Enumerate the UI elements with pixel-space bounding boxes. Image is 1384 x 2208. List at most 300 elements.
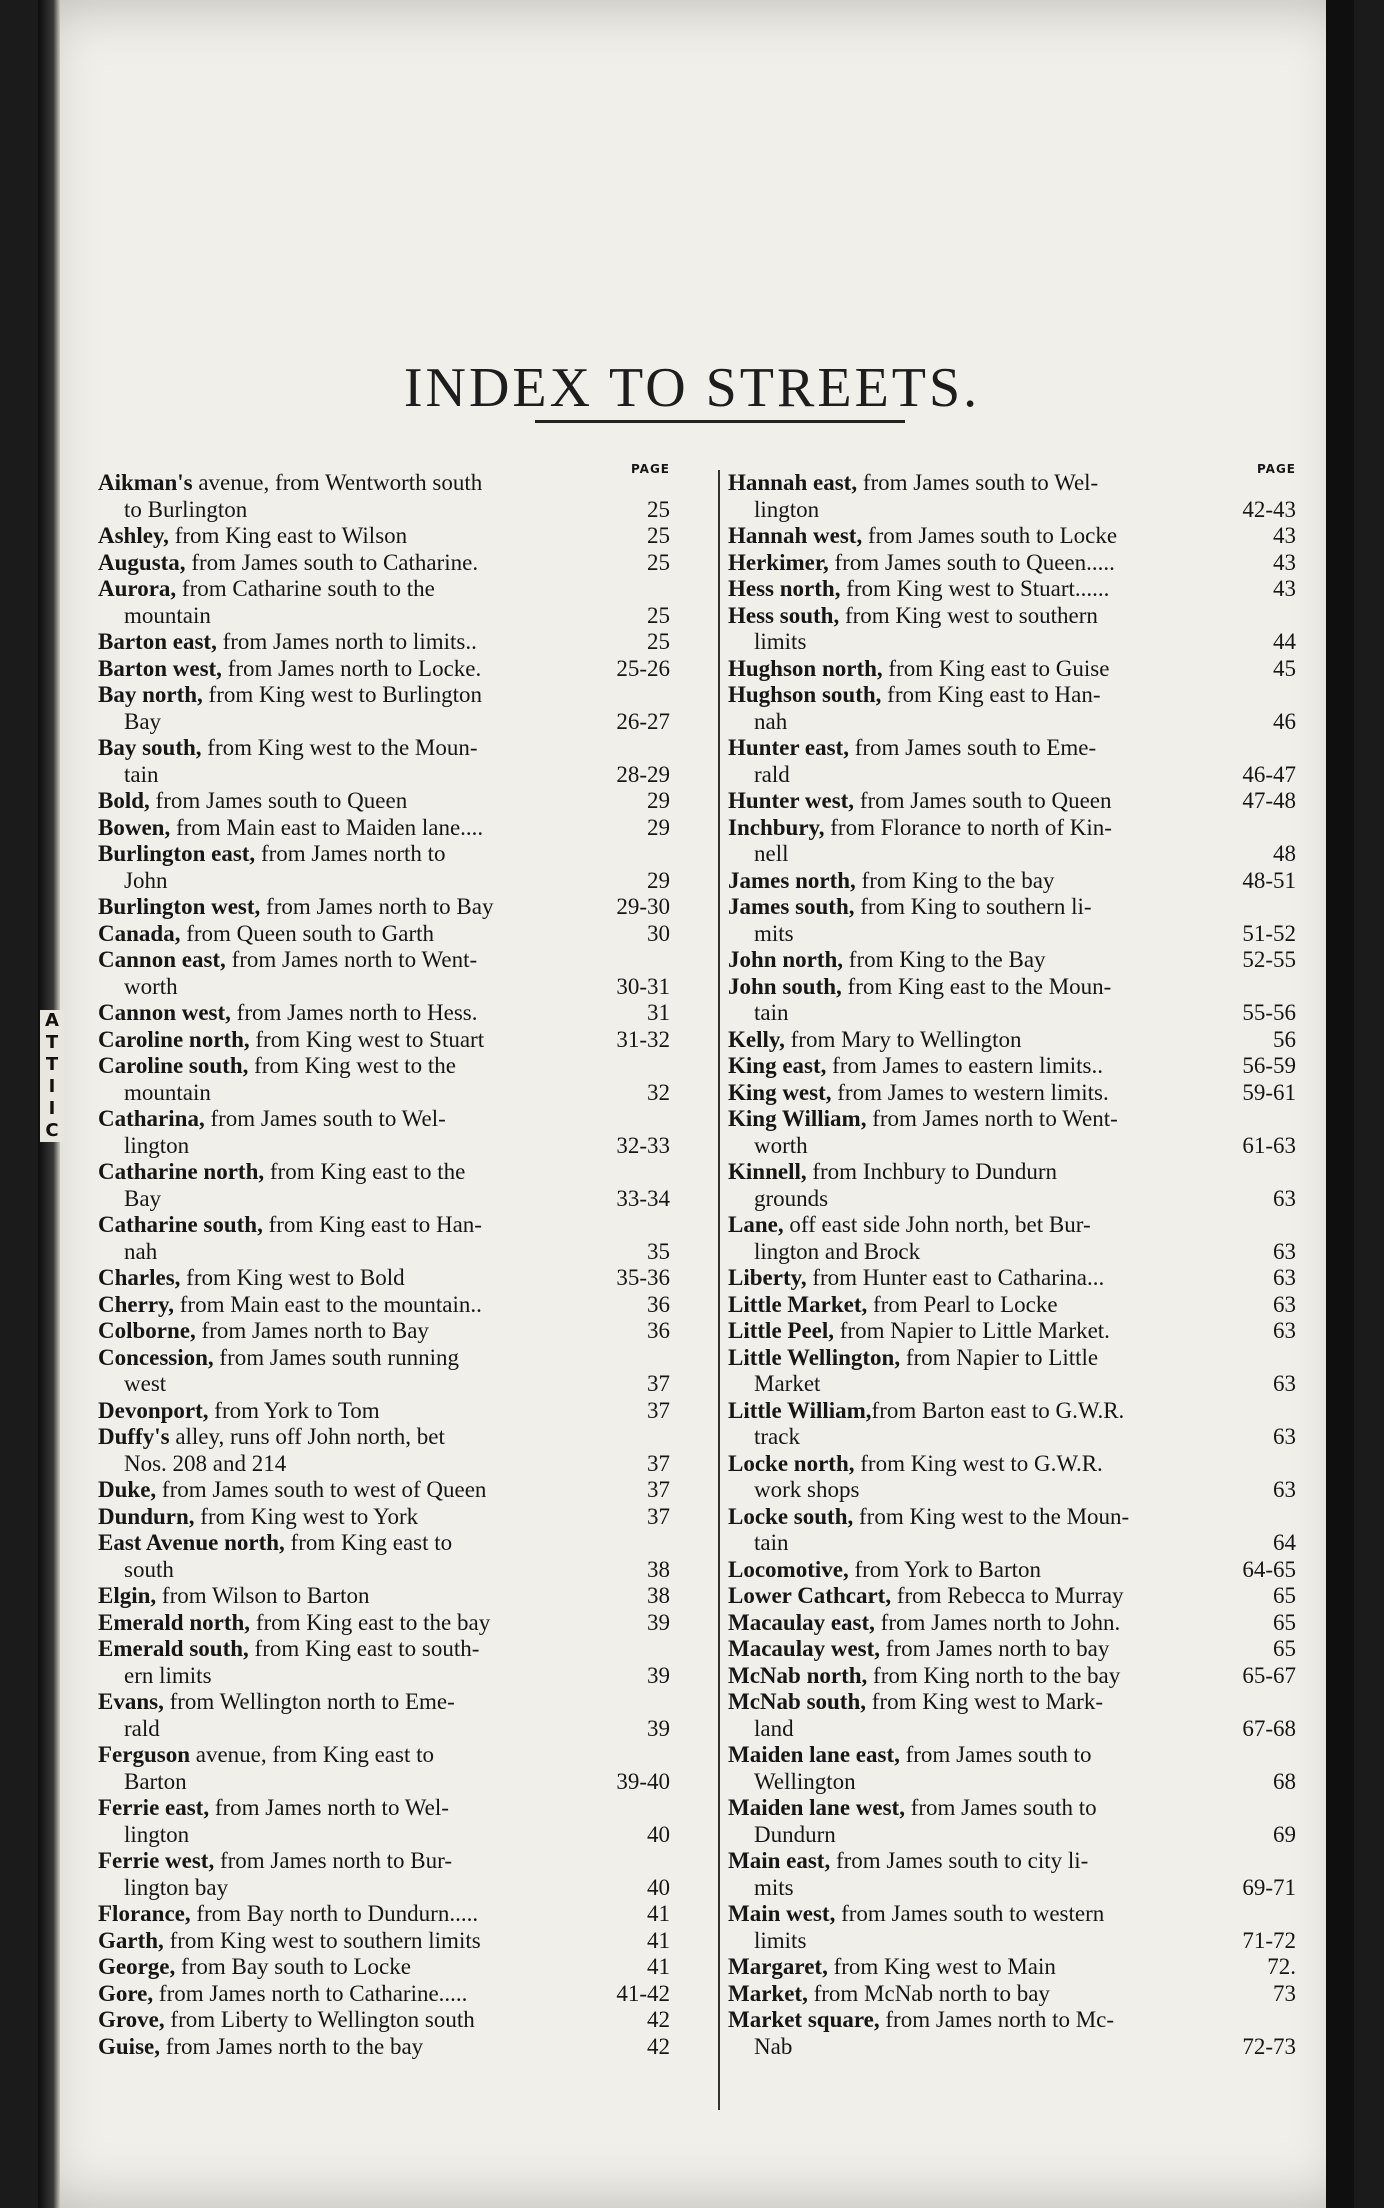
street-name: Dundurn, [98,1503,195,1529]
street-name: Augusta, [98,549,186,575]
entry-text [728,947,1226,974]
street-name: Barton west, [98,655,222,681]
street-description: from James south to Wel- [204,1106,446,1131]
page-number: 46-47 [1242,761,1296,787]
page-number: 73 [1273,1980,1296,2006]
street-description-continued: mits [754,1874,794,1900]
entry-text [728,1636,1226,1663]
index-entry [728,656,1296,683]
street-description-continued: Wellington [754,1768,856,1794]
index-entry [728,1265,1296,1292]
entry-text [98,523,600,550]
street-description: from James north to bay [880,1636,1110,1661]
entry-text [98,1292,600,1319]
street-description: from King west to Bold [180,1265,405,1290]
street-name: Kinnell, [728,1159,807,1184]
page-number: 43 [1273,576,1296,601]
entry-text [98,1583,600,1610]
street-description: from King north to the bay [867,1662,1121,1688]
street-description: from King west to the Moun- [201,735,478,760]
index-entry [728,1053,1296,1080]
street-description: from King west to Mark- [866,1689,1104,1714]
entry-text [728,1451,1226,1504]
street-name: McNab south, [728,1689,867,1714]
page-number: 25 [647,602,670,628]
page-number: 37 [647,1503,670,1529]
street-description: from James south to west of Queen [156,1477,487,1502]
page-number: 59-61 [1242,1079,1296,1105]
street-description-continued: mits [754,920,794,946]
page-number: 25 [647,523,670,548]
street-name: Little Market, [728,1291,868,1317]
index-entry [728,815,1296,868]
index-entry [728,1451,1296,1504]
page-number: 63 [1273,1424,1296,1449]
index-entry [98,1000,670,1027]
street-name: Emerald north, [98,1609,251,1635]
street-name: Elgin, [98,1583,157,1608]
entry-text [728,788,1226,815]
street-description-continued: mountain [124,602,211,628]
index-entry [728,1848,1296,1901]
street-description-continued: tain [124,761,159,787]
entry-text [98,815,600,842]
page-number: 72-73 [1242,2033,1296,2059]
street-name: Little Wellington, [728,1344,901,1370]
street-name: Hess north, [728,576,841,601]
entry-text [98,947,600,1000]
entry-text [98,1610,600,1637]
index-entry [98,735,670,788]
entry-text [728,868,1226,895]
entry-text [98,656,600,683]
street-name: Catharine south, [98,1212,263,1237]
index-entry [98,1159,670,1212]
entry-text [728,1080,1226,1107]
street-name: John south, [728,973,842,999]
street-description: from King to the bay [855,867,1055,893]
street-name: Bay south, [98,735,202,760]
index-entry [98,656,670,683]
index-entry [728,1663,1296,1690]
street-description-continued: worth [124,973,178,999]
page-number: 25 [647,629,670,654]
index-entry [728,1954,1296,1981]
street-name: Hannah west, [728,523,863,548]
street-description: from King east to the [264,1159,466,1184]
street-description: from Bay north to Dundurn..... [190,1901,479,1926]
street-description-continued: lington and Brock [754,1238,921,1264]
index-entry [98,1981,670,2008]
street-name: Caroline south, [98,1053,249,1078]
street-description: from Bay south to Locke [175,1954,411,1979]
street-description-continued: lington bay [124,1874,229,1900]
street-description: from James north to the bay [159,2033,424,2059]
street-name: Locomotive, [728,1556,849,1582]
entry-text [728,603,1226,656]
street-description: from Pearl to Locke [867,1291,1058,1317]
street-name: Lane, [728,1212,784,1237]
street-description: from King west to Stuart...... [840,576,1110,601]
page-number: 29 [647,788,670,813]
street-name: Emerald south, [98,1636,249,1661]
street-description: from King west to the [248,1053,456,1078]
index-entry [728,1292,1296,1319]
index-entry [98,1027,670,1054]
street-description: from King east to Wilson [168,523,408,548]
street-name: Duffy's [98,1424,170,1449]
street-description-continued: lington [124,1821,190,1847]
entry-text [98,1742,600,1795]
page-number: 52-55 [1242,947,1296,972]
street-description: from Catharine south to the [176,576,435,601]
index-entry [98,1530,670,1583]
index-entry [728,1159,1296,1212]
entry-text [98,841,600,894]
page-number: 65 [1273,1636,1296,1661]
entry-text [728,1265,1226,1292]
street-description: from Main east to the mountain.. [174,1291,482,1317]
entry-text [728,1159,1226,1212]
street-description: from James south to Queen [854,788,1112,813]
street-description: from Mary to Wellington [784,1026,1022,1052]
page-number: 35-36 [616,1265,670,1290]
index-entry [98,1265,670,1292]
street-description-continued: tain [754,1530,789,1555]
page-number: 35 [647,1238,670,1264]
index-entry [728,523,1296,550]
index-entry [98,470,670,523]
entry-text [728,550,1226,577]
index-entry [98,1610,670,1637]
street-description: avenue, from Wentworth south [192,470,483,495]
page-number: 37 [647,1371,670,1396]
page-number: 44 [1273,629,1296,654]
entry-text [728,894,1226,947]
street-description: from James north to Locke. [221,655,482,681]
index-entry [728,1398,1296,1451]
street-description: from James south to [904,1795,1097,1820]
index-entry [98,1689,670,1742]
street-description: from King to southern li- [854,894,1092,919]
entry-text [98,1981,600,2008]
entry-text [98,1027,600,1054]
street-description: from King west to Burlington [202,682,482,707]
entry-text [98,1159,600,1212]
page-number: 25-26 [616,655,670,681]
index-entry [728,735,1296,788]
street-name: Florance, [98,1901,191,1926]
page-number: 41 [647,1927,670,1953]
street-description-continued: south [124,1556,174,1582]
entry-text [728,1504,1226,1557]
street-description: from James south to Queen..... [828,549,1115,575]
page-number: 39 [647,1662,670,1688]
side-stamp-letter: T [45,1054,59,1075]
entry-text [728,815,1226,868]
street-description-continued: Nab [754,2033,793,2059]
entry-text [728,1795,1226,1848]
street-description: from James north to Went- [225,947,478,972]
street-name: Liberty, [728,1265,807,1290]
street-description: from Main east to Maiden lane.... [170,814,484,840]
street-description-continued: west [124,1371,167,1396]
entry-text [728,1212,1226,1265]
entry-text [98,1928,600,1955]
index-entry [728,550,1296,577]
side-stamp-letter: I [48,1098,56,1119]
entry-text [98,1106,600,1159]
street-description-continued: rald [754,761,790,787]
entry-text [728,1981,1226,2008]
page-number: 42 [647,2007,670,2032]
page-number: 68 [1273,1768,1296,1794]
index-entry [728,603,1296,656]
street-name: Main east, [728,1848,831,1873]
page-number: 47-48 [1242,788,1296,813]
street-name: Little William, [728,1397,872,1423]
index-entry [98,576,670,629]
index-entry [728,2007,1296,2060]
street-description: from James north to Hess. [230,1000,478,1025]
street-description: from James south to Locke [862,523,1118,548]
entry-text [98,1530,600,1583]
entry-text [728,656,1226,683]
street-description-continued: rald [124,1715,160,1741]
street-name: Barton east, [98,629,217,654]
street-name: Locke south, [728,1503,854,1529]
street-description: from Queen south to Garth [180,920,435,946]
entry-text [98,894,600,921]
page-number: 30 [647,920,670,946]
page-number: 29 [647,814,670,840]
street-description-continued: limits [754,629,807,654]
street-description: from York to Tom [208,1397,380,1423]
side-stamp-letter: A [45,1010,59,1031]
entry-text [98,1954,600,1981]
index-column-right [728,462,1296,2060]
street-name: Hess south, [728,602,840,628]
index-entry [98,523,670,550]
right-entry-list [728,470,1296,2060]
page-number: 64-65 [1242,1556,1296,1582]
street-description: from King east to the bay [250,1609,491,1635]
index-entry [728,1610,1296,1637]
street-name: Hughson north, [728,655,883,681]
street-description-continued: limits [754,1927,807,1953]
street-name: Hunter west, [728,788,855,813]
street-description: from Florance to north of Kin- [824,814,1112,840]
street-description-continued: worth [754,1132,808,1158]
index-entry [98,1106,670,1159]
page-number: 42-43 [1242,496,1296,522]
street-name: Hannah east, [728,470,858,495]
index-entry [98,921,670,948]
street-description: from James north to limits.. [216,629,477,654]
page-number: 38 [647,1583,670,1608]
index-entry [728,1583,1296,1610]
page-title: INDEX TO STREETS. [403,356,981,419]
street-name: Burlington east, [98,841,256,866]
street-description: from Barton east to G.W.R. [871,1397,1125,1423]
page-number: 37 [647,1397,670,1423]
street-description: from James north to Bur- [214,1848,453,1873]
street-description-continued: nell [754,841,789,866]
index-entry [98,1424,670,1477]
street-name: Market, [728,1980,808,2006]
page-number: 29-30 [616,894,670,919]
street-name: Hughson south, [728,682,882,707]
street-name: Macaulay west, [728,1636,881,1661]
entry-text [728,1557,1226,1584]
entry-text [98,1901,600,1928]
street-description: from King east to [284,1530,453,1555]
street-name: King William, [728,1106,867,1131]
entry-text [98,1212,600,1265]
page-number: 48 [1273,841,1296,866]
street-name: Hunter east, [728,735,849,760]
page-number: 43 [1273,549,1296,575]
street-name: Catharina, [98,1106,205,1131]
index-entry [98,1345,670,1398]
street-name: Maiden lane east, [728,1742,900,1767]
street-description: from King to the Bay [843,947,1046,972]
index-entry [98,947,670,1000]
street-description: from James south to Eme- [848,735,1097,760]
street-description: from James north to [255,841,446,866]
index-entry [728,974,1296,1027]
entry-text [98,1848,600,1901]
street-description: from Napier to Little [900,1344,1099,1370]
index-column-left [98,462,670,2060]
street-description: from King west to York [194,1503,419,1529]
street-description: from James south to western [835,1901,1105,1926]
street-description-continued: Bay [124,1185,162,1211]
index-entry [98,1901,670,1928]
index-entry [98,1636,670,1689]
index-entry [98,841,670,894]
page-number: 39-40 [616,1768,670,1794]
page-number: 26-27 [616,708,670,734]
street-name: Ashley, [98,523,169,548]
street-name: Ferrie west, [98,1848,215,1873]
street-name: Cherry, [98,1291,175,1317]
street-name: Main west, [728,1901,836,1926]
page-number: 40 [647,1821,670,1847]
entry-text [728,1610,1226,1637]
index-entry [98,1848,670,1901]
entry-text [728,1954,1226,1981]
entry-text [98,1477,600,1504]
street-name: Devonport, [98,1397,209,1423]
street-description: from Inchbury to Dundurn [806,1159,1058,1184]
index-entry [98,2034,670,2061]
index-entry [98,1928,670,1955]
page-number: 39 [647,1715,670,1741]
index-entry [98,1053,670,1106]
street-description: from King west to southern limits [163,1927,481,1953]
street-description: from Wilson to Barton [156,1583,370,1608]
page-number: 41 [647,1901,670,1926]
page-number: 61-63 [1242,1132,1296,1158]
page-number: 31-32 [616,1026,670,1052]
street-description-continued: mountain [124,1079,211,1105]
street-name: Market square, [728,2007,880,2032]
entry-text [98,1795,600,1848]
page-number: 71-72 [1242,1927,1296,1953]
street-description-continued: land [754,1715,794,1741]
street-name: Aikman's [98,470,193,495]
entry-text [98,1636,600,1689]
street-description: from Rebecca to Murray [891,1583,1124,1608]
entry-text [98,470,600,523]
side-stamp [40,1010,64,1142]
street-description: from King east to Han- [881,682,1101,707]
street-name: Caroline north, [98,1026,250,1052]
index-entry [98,1742,670,1795]
page-number: 65 [1273,1583,1296,1608]
index-entry [98,1292,670,1319]
street-description: from York to Barton [848,1556,1042,1582]
index-entry [98,1583,670,1610]
page-number: 41-42 [616,1980,670,2006]
entry-text [98,550,600,577]
street-description-continued: track [754,1424,800,1449]
street-name: Cannon west, [98,1000,231,1025]
page-number: 39 [647,1609,670,1635]
index-entry [98,815,670,842]
index-entry [98,1398,670,1425]
street-description: from King west to the Moun- [853,1503,1130,1529]
page-number: 64 [1273,1530,1296,1555]
entry-text [98,1504,600,1531]
page-number: 33-34 [616,1185,670,1211]
street-description-continued: grounds [754,1185,829,1211]
street-description-continued: Market [754,1371,821,1396]
page-number: 65-67 [1242,1662,1296,1688]
index-entry [728,1981,1296,2008]
street-description: from King east to Guise [882,655,1110,681]
entry-text [728,1318,1226,1345]
street-description-continued: nah [754,708,788,734]
street-name: Herkimer, [728,549,829,575]
street-description: from James north to Mc- [879,2007,1115,2032]
entry-text [98,1265,600,1292]
entry-text [98,2007,600,2034]
entry-text [728,974,1226,1027]
street-description: from King west to Main [827,1954,1056,1979]
index-entry [728,947,1296,974]
page-number: 72. [1267,1954,1296,1979]
street-name: John north, [728,947,844,972]
index-entry [728,1504,1296,1557]
street-name: King west, [728,1079,832,1105]
street-description-continued: tain [754,1000,789,1025]
page-number: 29 [647,867,670,893]
page-number: 37 [647,1450,670,1476]
street-description-continued: ern limits [124,1662,212,1688]
page-number: 63 [1273,1238,1296,1264]
side-stamp-letter: C [45,1120,59,1141]
index-entry [98,1477,670,1504]
index-entry [98,1318,670,1345]
index-entry [98,629,670,656]
street-description: from James south to Catharine. [185,549,479,575]
index-entry [98,788,670,815]
entry-text [98,1398,600,1425]
index-entry [728,1212,1296,1265]
entry-text [98,1424,600,1477]
